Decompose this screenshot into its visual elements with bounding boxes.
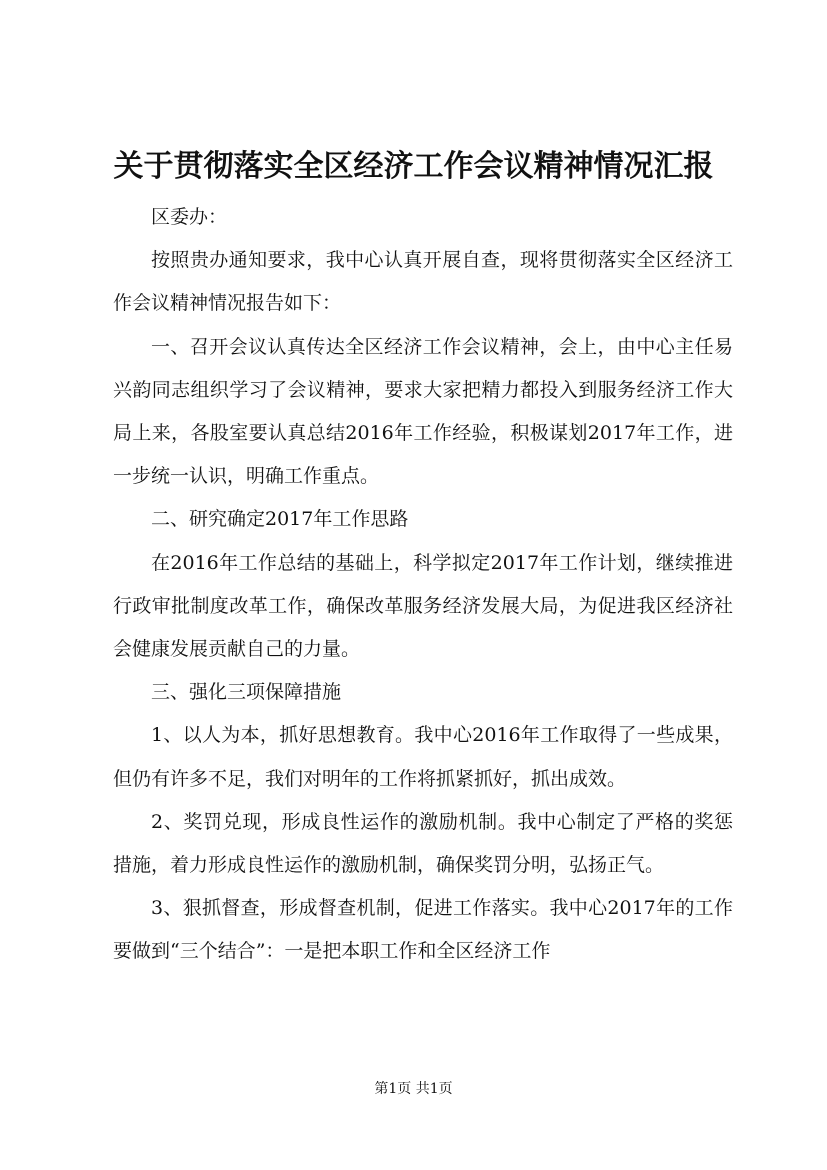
paragraph-intro: 按照贵办通知要求，我中心认真开展自查，现将贯彻落实全区经济工作会议精神情况报告如下：	[113, 249, 733, 315]
paragraph-section-2: 在2016年工作总结的基础上，科学拟定2017年工作计划，继续推进行政审批制度改革工作，确保改革服务经济发展大局，为促进我区经济社会健康发展贡献自己的力量。	[113, 551, 733, 661]
document-body	[113, 196, 733, 974]
page-footer: 第1页 共1页	[374, 1081, 453, 1097]
paragraph-measure-3: 3、狠抓督查，形成督查机制，促进工作落实。我中心2017年的工作要做到“三个结合”：一是把本职工作和全区经济工作	[113, 897, 733, 963]
paragraph-measure-1: 1、以人为本，抓好思想教育。我中心2016年工作取得了一些成果，但仍有许多不足，我们对明年的工作将抓紧抓好，抓出成效。	[113, 724, 733, 790]
paragraph-salutation: 区委办：	[151, 206, 228, 228]
paragraph-measure-2: 2、奖罚兑现，形成良性运作的激励机制。我中心制定了严格的奖惩措施，着力形成良性运作的激励机制，确保奖罚分明，弘扬正气。	[113, 810, 733, 877]
heading-section-3: 三、强化三项保障措施	[151, 681, 342, 704]
heading-section-2: 二、研究确定2017年工作思路	[151, 508, 409, 531]
paragraph-section-1: 一、召开会议认真传达全区经济工作会议精神，会上，由中心主任易兴韵同志组织学习了会议精神，要求大家把精力都投入到服务经济工作大局上来，各股室要认真总结2016年工作经验，积极谋划2017年工作，进一步统一认识，明确工作重点。	[113, 335, 733, 488]
document-title: 关于贯彻落实全区经济工作会议精神情况汇报	[113, 149, 714, 184]
